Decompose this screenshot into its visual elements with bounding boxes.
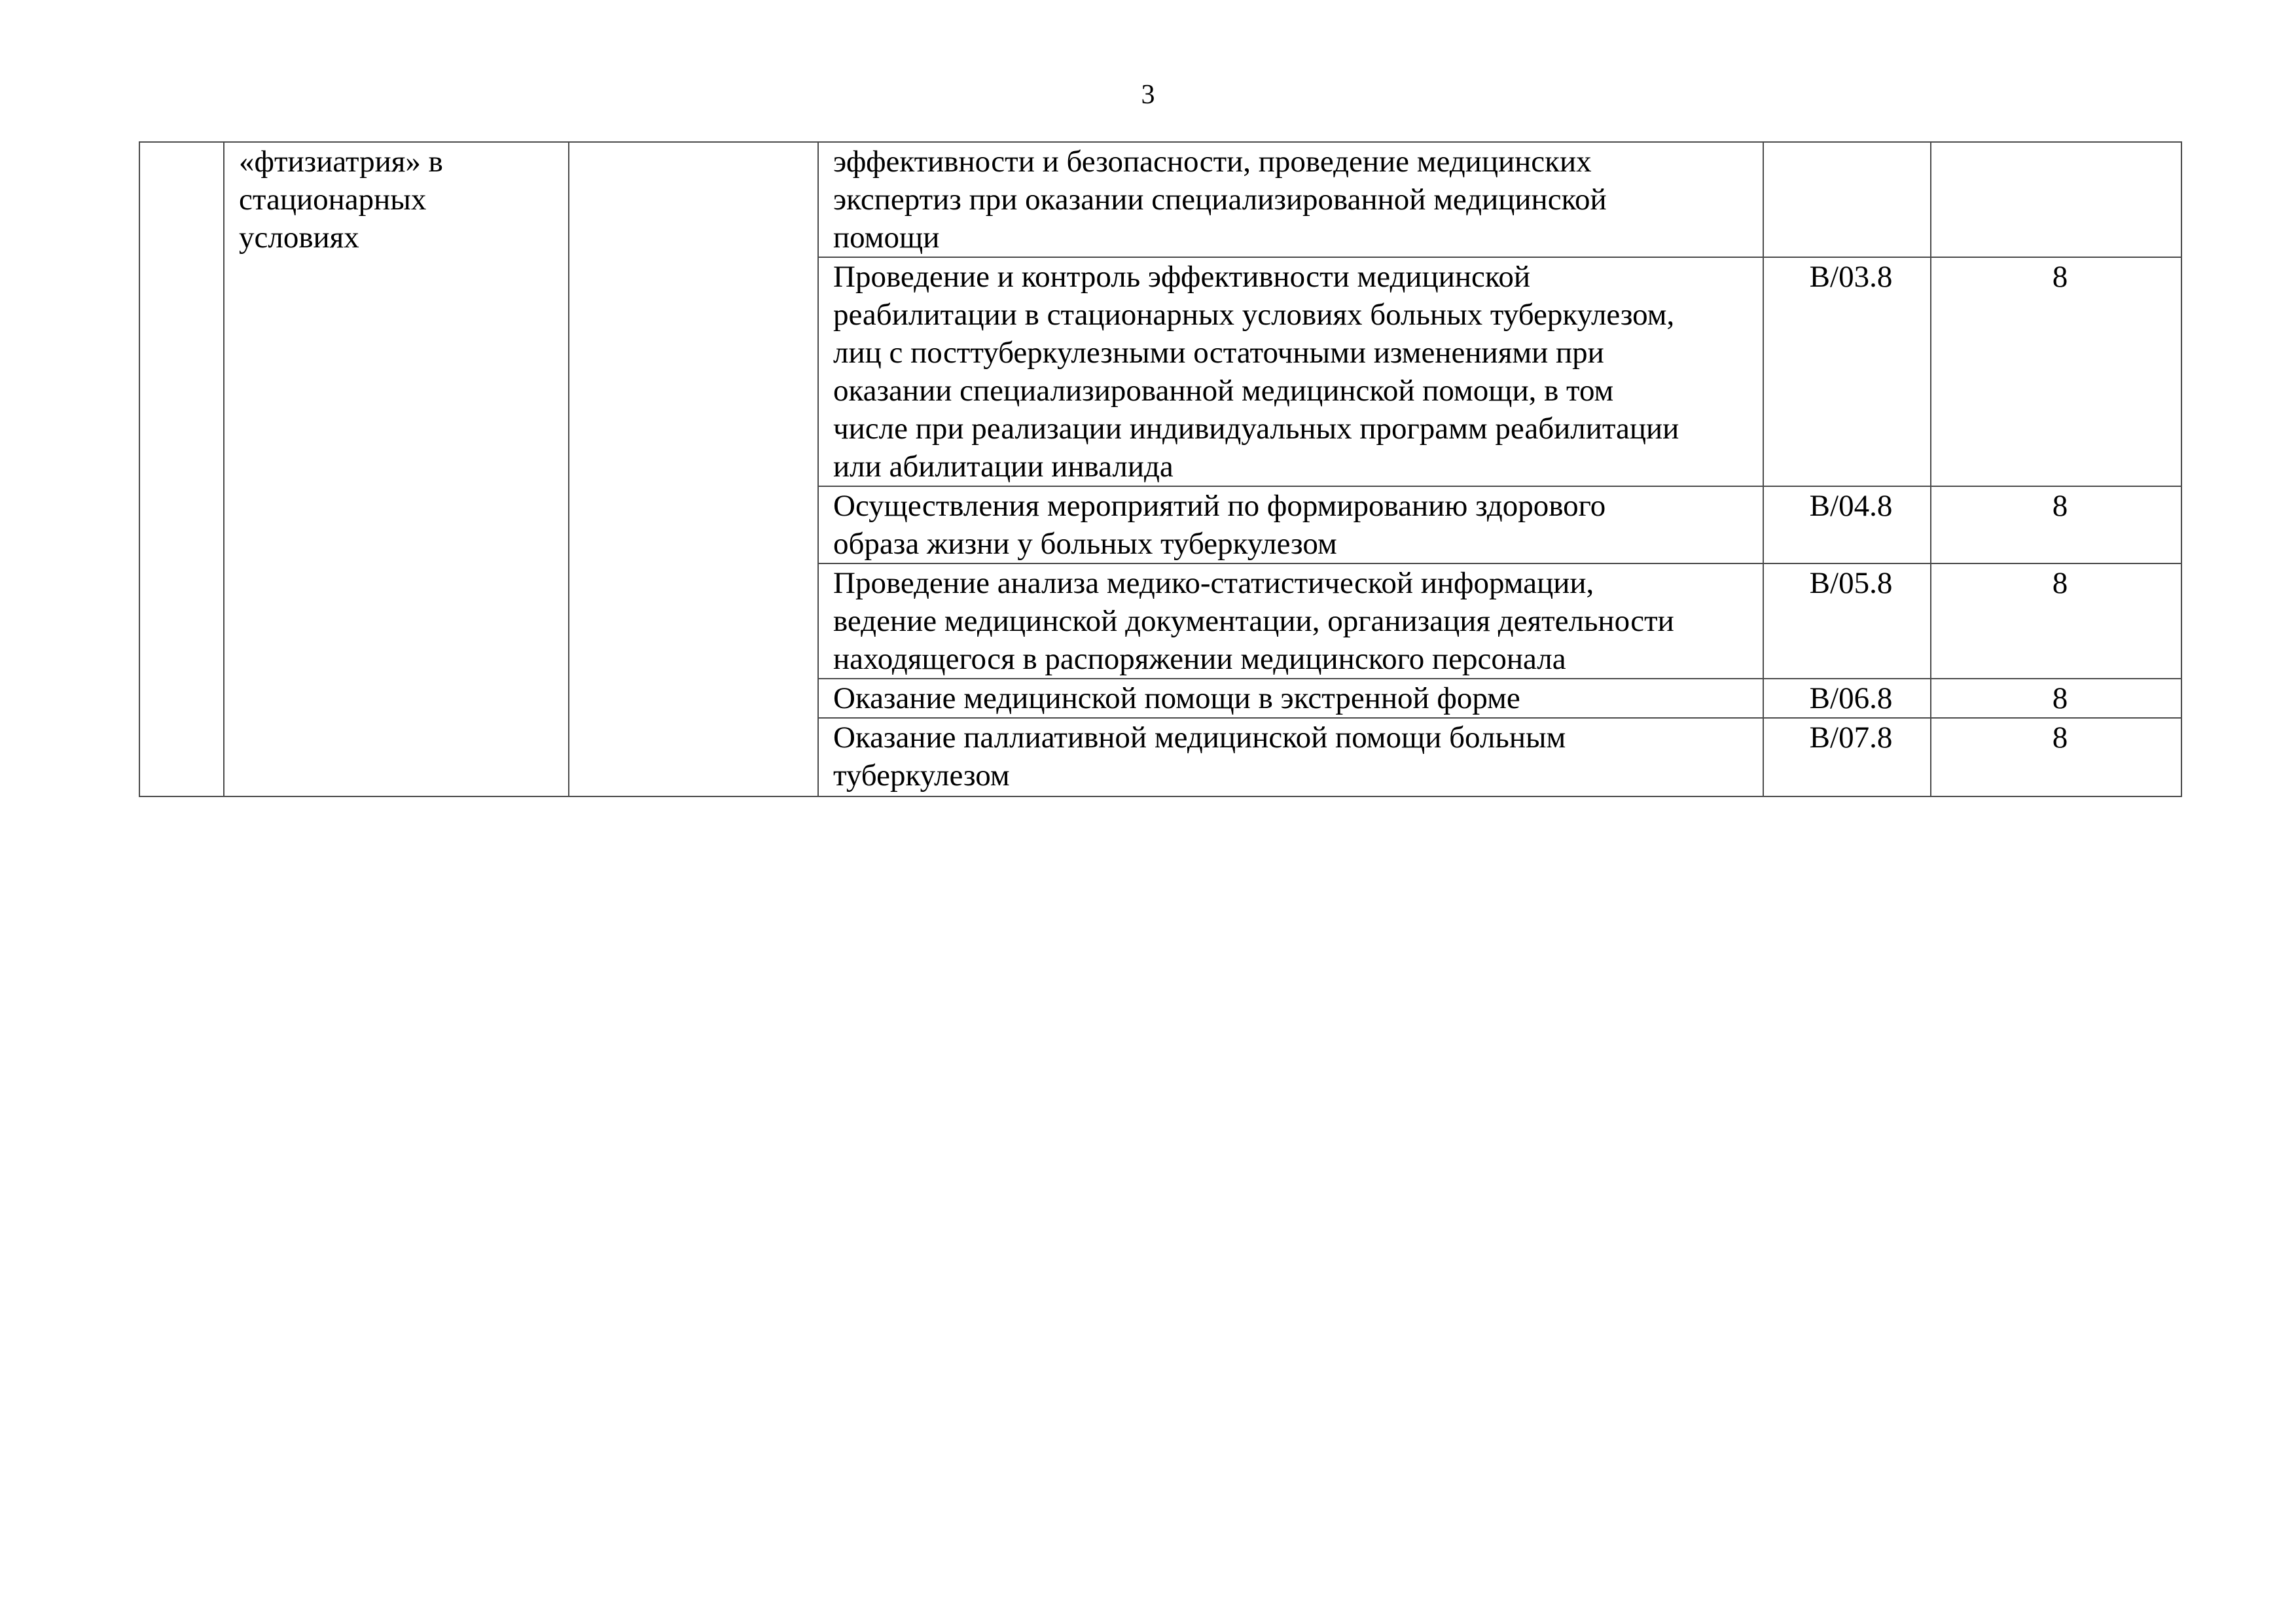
code-cell: B/04.8	[1763, 486, 1931, 563]
function-cell: Проведение и контроль эффективности медицинской реабилитации в стационарных условиях больных туберкулезом, лиц с посттуберкулезными остаточными изменениями при оказании специализированной медицинской помощи, в том числе при реализации индивидуальных программ реабилитации или абилитации инвалида	[818, 257, 1763, 486]
table-row	[139, 142, 2181, 257]
specialty-cell: «фтизиатрия» в стационарных условиях	[224, 142, 569, 796]
number-cell	[139, 142, 224, 796]
function-cell: эффективности и безопасности, проведение медицинских экспертиз при оказании специализированной медицинской помощи	[818, 142, 1763, 257]
level-cell: 8	[1931, 679, 2181, 718]
function-cell: Оказание медицинской помощи в экстренной форме	[818, 679, 1763, 718]
level-cell: 8	[1931, 718, 2181, 796]
code-cell	[1763, 142, 1931, 257]
page-number: 3	[1141, 80, 1155, 110]
code-cell: B/06.8	[1763, 679, 1931, 718]
level-cell: 8	[1931, 563, 2181, 679]
level-cell: 8	[1931, 257, 2181, 486]
code-cell: B/07.8	[1763, 718, 1931, 796]
code-cell: B/03.8	[1763, 257, 1931, 486]
functions-table	[139, 141, 2182, 797]
function-cell: Осуществления мероприятий по формированию здорового образа жизни у больных туберкулезом	[818, 486, 1763, 563]
code-cell: B/05.8	[1763, 563, 1931, 679]
level-cell	[1931, 142, 2181, 257]
level-cell: 8	[1931, 486, 2181, 563]
function-cell: Оказание паллиативной медицинской помощи больным туберкулезом	[818, 718, 1763, 796]
function-cell: Проведение анализа медико-статистической информации, ведение медицинской документации, организация деятельности находящегося в распоряжении медицинского персонала	[818, 563, 1763, 679]
blank-cell	[569, 142, 818, 796]
